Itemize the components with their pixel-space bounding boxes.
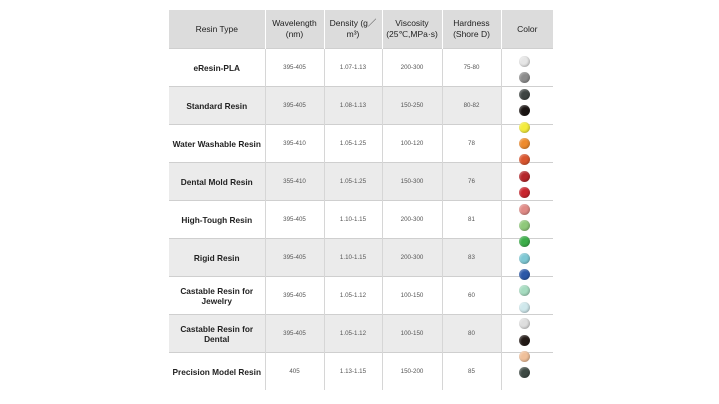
wavelength-value: 395-410 (265, 125, 324, 163)
table-row (169, 87, 553, 125)
header-row (169, 10, 553, 49)
wavelength-value: 355-410 (265, 163, 324, 201)
color-swatch (519, 335, 530, 346)
density-value: 1.10-1.15 (324, 239, 382, 277)
table-row (169, 49, 553, 87)
viscosity-value: 200-300 (382, 239, 442, 277)
resin-name: Dental Mold Resin (169, 163, 265, 201)
viscosity-value: 100-150 (382, 277, 442, 315)
color-swatch (519, 138, 530, 149)
resin-name: eResin-PLA (169, 49, 265, 87)
color-swatch (519, 253, 530, 264)
color-swatch (519, 367, 530, 378)
color-swatch (519, 220, 530, 231)
resin-name: Standard Resin (169, 87, 265, 125)
viscosity-value: 150-300 (382, 163, 442, 201)
color-swatch (519, 72, 530, 83)
hardness-value: 80-82 (442, 87, 501, 125)
header-wavelength: Wavelength (nm) (265, 10, 324, 49)
color-swatch (519, 171, 530, 182)
header-color: Color (501, 10, 553, 49)
density-value: 1.07-1.13 (324, 49, 382, 87)
table-row (169, 315, 553, 353)
resin-name: Rigid Resin (169, 239, 265, 277)
color-swatch (519, 89, 530, 100)
hardness-value: 75-80 (442, 49, 501, 87)
viscosity-value: 150-250 (382, 87, 442, 125)
table-row (169, 239, 553, 277)
viscosity-value: 200-300 (382, 201, 442, 239)
color-swatch (519, 318, 530, 329)
wavelength-value: 405 (265, 353, 324, 391)
color-swatch (519, 187, 530, 198)
wavelength-value: 395-405 (265, 87, 324, 125)
hardness-value: 60 (442, 277, 501, 315)
color-swatch (519, 269, 530, 280)
density-value: 1.05-1.25 (324, 163, 382, 201)
color-swatch (519, 122, 530, 133)
density-value: 1.05-1.12 (324, 315, 382, 353)
header-viscosity: Viscosity (25℃,MPa·s) (382, 10, 442, 49)
wavelength-value: 395-405 (265, 201, 324, 239)
density-value: 1.13-1.15 (324, 353, 382, 391)
hardness-value: 81 (442, 201, 501, 239)
density-value: 1.05-1.12 (324, 277, 382, 315)
color-swatch (519, 285, 530, 296)
color-swatch (519, 56, 530, 67)
viscosity-value: 100-150 (382, 315, 442, 353)
hardness-value: 80 (442, 315, 501, 353)
wavelength-value: 395-405 (265, 49, 324, 87)
table-row (169, 201, 553, 239)
resin-spec-table (169, 10, 553, 390)
color-swatch (519, 236, 530, 247)
viscosity-value: 150-200 (382, 353, 442, 391)
density-value: 1.10-1.15 (324, 201, 382, 239)
hardness-value: 78 (442, 125, 501, 163)
color-swatch (519, 302, 530, 313)
color-swatch-column (515, 56, 535, 384)
header-hardness: Hardness (Shore D) (442, 10, 501, 49)
resin-name: Water Washable Resin (169, 125, 265, 163)
density-value: 1.05-1.25 (324, 125, 382, 163)
table-row (169, 125, 553, 163)
table-row (169, 163, 553, 201)
wavelength-value: 395-405 (265, 315, 324, 353)
wavelength-value: 395-405 (265, 239, 324, 277)
table-row (169, 277, 553, 315)
resin-name: Castable Resin for Jewelry (169, 277, 265, 315)
table-row (169, 353, 553, 391)
hardness-value: 85 (442, 353, 501, 391)
hardness-value: 76 (442, 163, 501, 201)
wavelength-value: 395-405 (265, 277, 324, 315)
viscosity-value: 100-120 (382, 125, 442, 163)
color-swatch (519, 351, 530, 362)
header-resin-type: Resin Type (169, 10, 265, 49)
viscosity-value: 200-300 (382, 49, 442, 87)
density-value: 1.08-1.13 (324, 87, 382, 125)
color-swatch (519, 204, 530, 215)
resin-name: High-Tough Resin (169, 201, 265, 239)
resin-name: Precision Model Resin (169, 353, 265, 391)
hardness-value: 83 (442, 239, 501, 277)
color-swatch (519, 154, 530, 165)
resin-name: Castable Resin for Dental (169, 315, 265, 353)
header-density: Density (g／m³) (324, 10, 382, 49)
color-swatch (519, 105, 530, 116)
